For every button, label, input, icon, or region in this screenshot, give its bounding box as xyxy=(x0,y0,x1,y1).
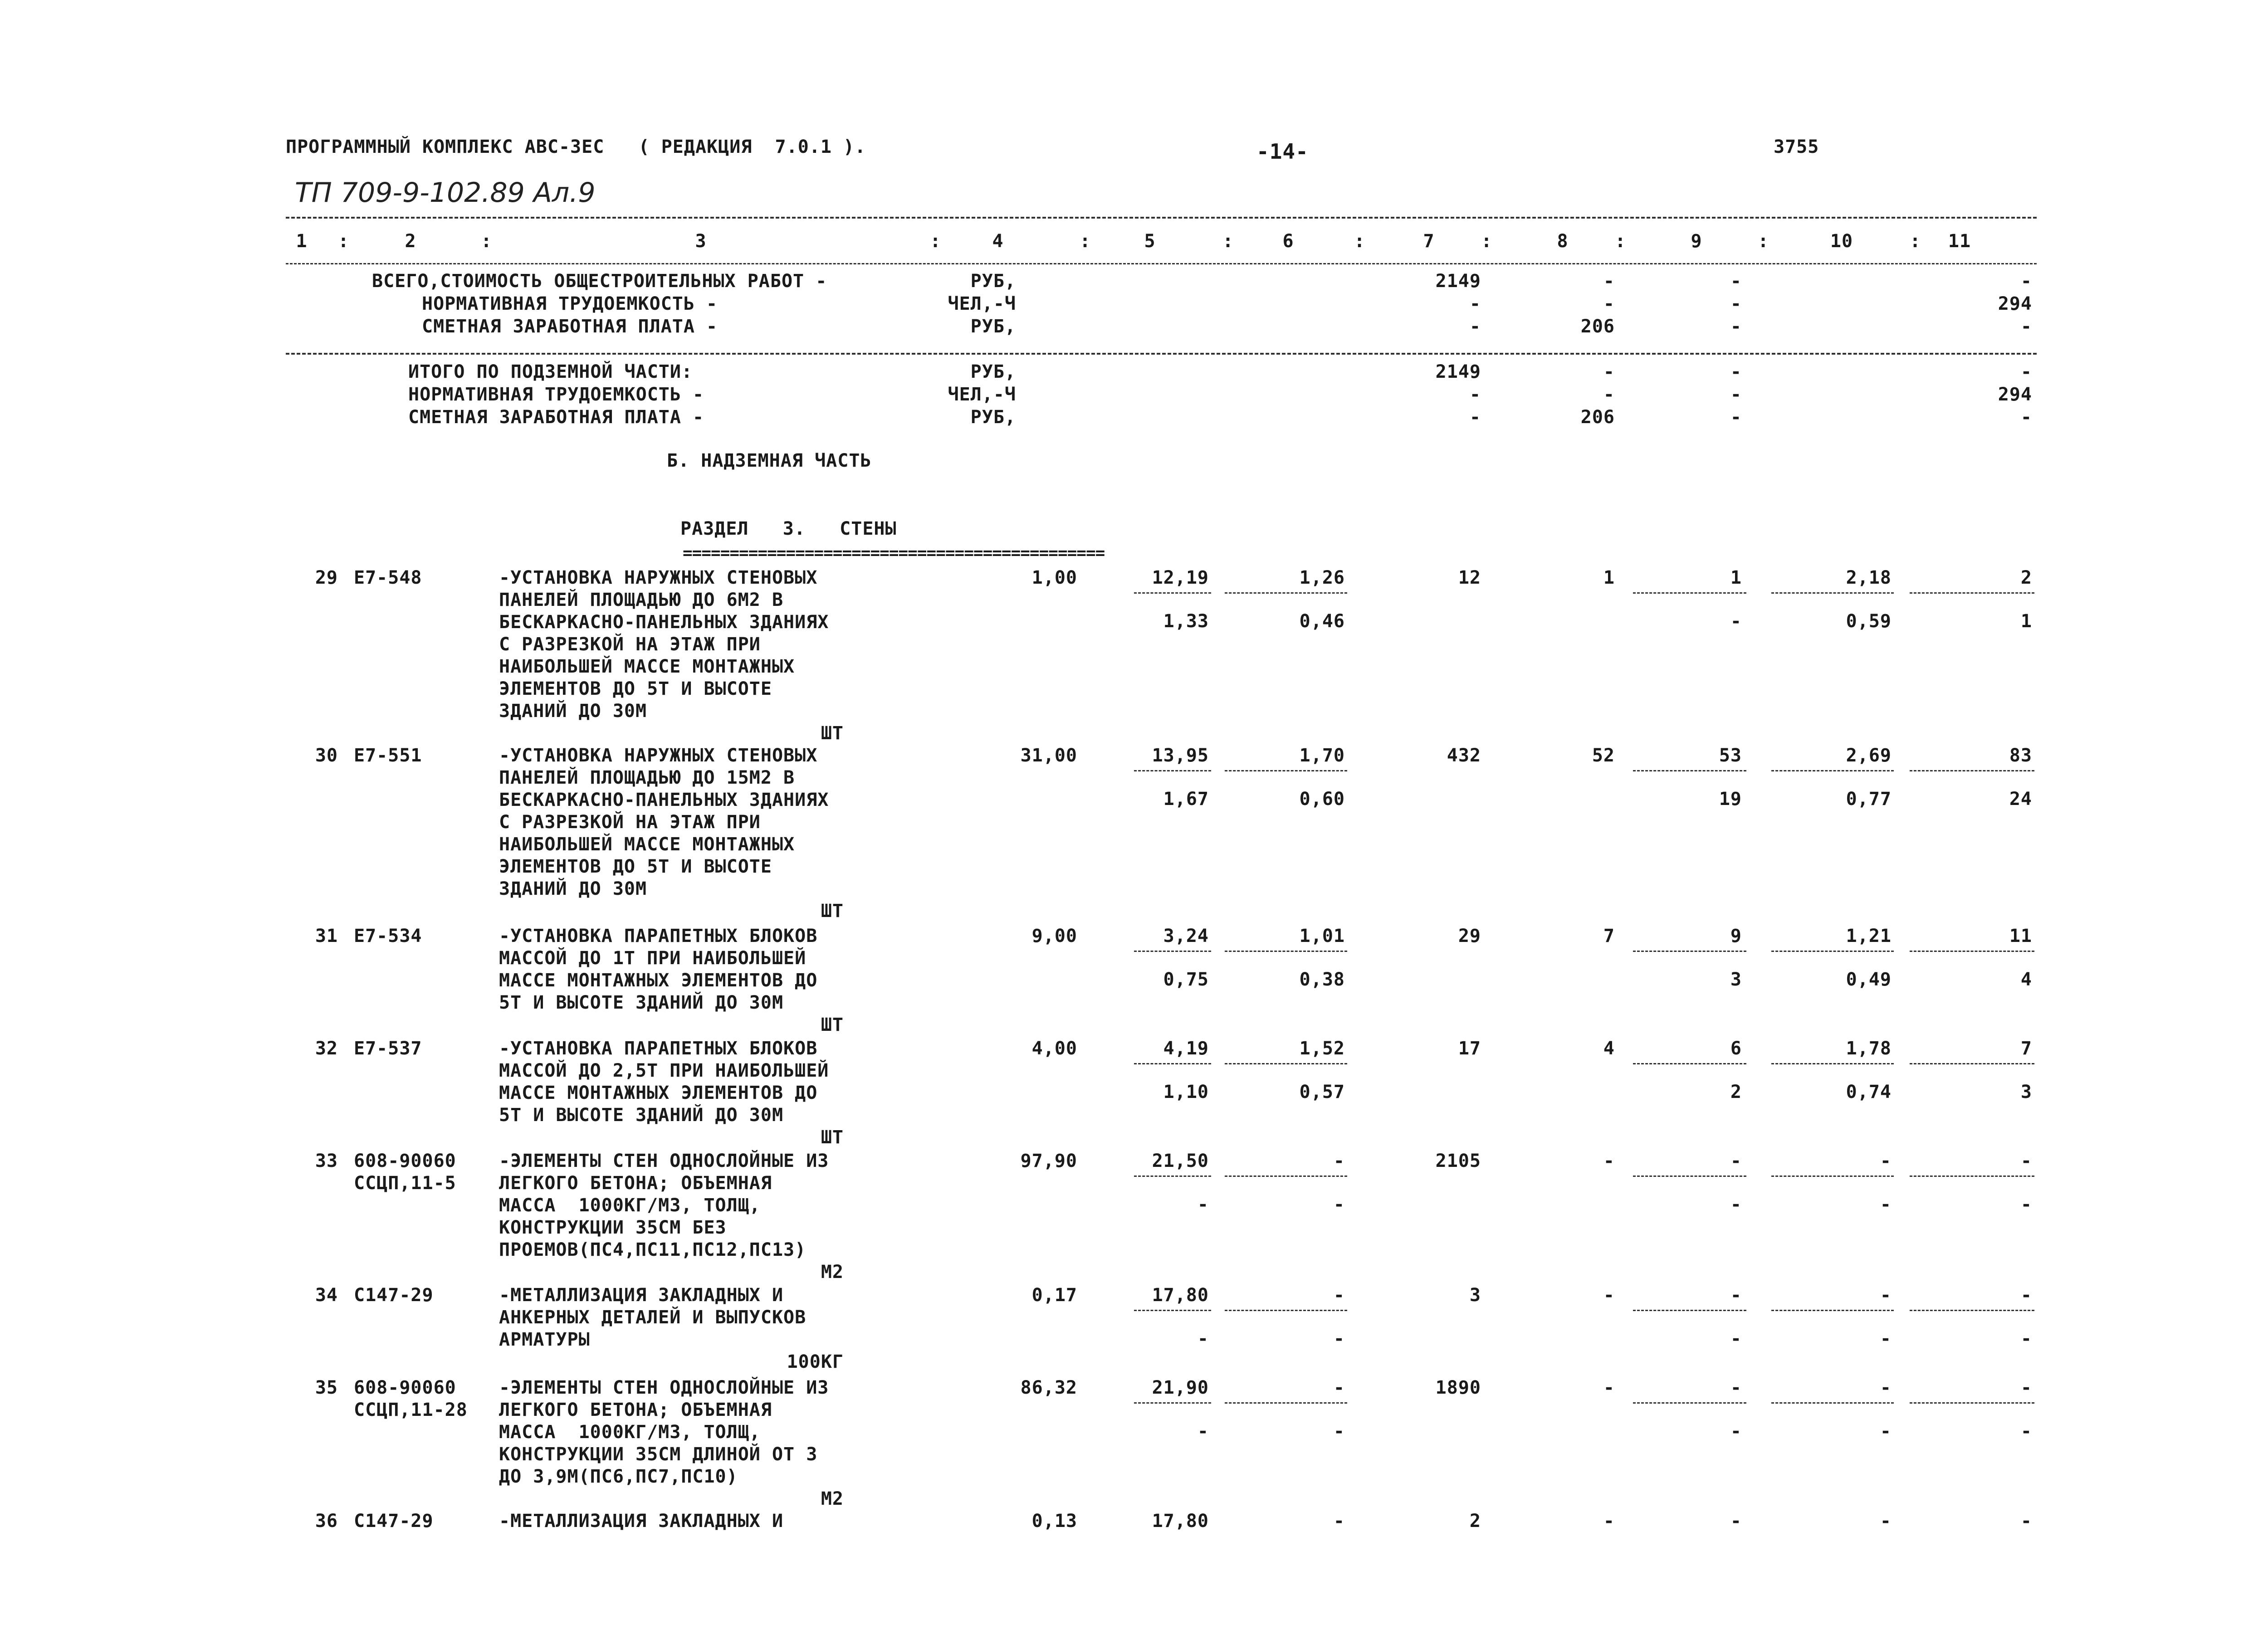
col6-unit-cost: - xyxy=(1333,1377,1345,1398)
fraction-line xyxy=(1910,951,2034,952)
col11-value: - xyxy=(2020,1377,2032,1398)
item-code: Е7-551 xyxy=(354,745,422,766)
col10-lower: - xyxy=(1880,1328,1892,1349)
summary-unit: РУБ, xyxy=(970,316,1016,337)
col9-value: 1 xyxy=(1730,567,1742,588)
col10-value: 2,18 xyxy=(1846,567,1892,588)
item-number: 33 xyxy=(315,1151,338,1171)
col11-lower: 4 xyxy=(2020,969,2032,990)
col9-lower: - xyxy=(1730,1328,1742,1349)
page-number: -14- xyxy=(1256,139,1309,164)
fraction-line xyxy=(1225,592,1347,594)
column-separator: : xyxy=(1481,231,1493,252)
col5-lower: - xyxy=(1197,1328,1209,1349)
summary-label: ИТОГО ПО ПОДЗЕМНОЙ ЧАСТИ: xyxy=(408,361,693,382)
col4-quantity: 0,13 xyxy=(1031,1511,1077,1532)
summary-unit: ЧЕЛ,-Ч xyxy=(948,384,1016,405)
fraction-line xyxy=(1633,951,1746,952)
col6-lower: - xyxy=(1333,1421,1345,1442)
summary-col11: - xyxy=(2020,407,2032,428)
column-header-6: 6 xyxy=(1282,231,1294,252)
fraction-line xyxy=(1134,592,1211,594)
col11-value: - xyxy=(2020,1511,2032,1532)
item-description-line: 5Т И ВЫСОТЕ ЗДАНИЙ ДО 30М xyxy=(499,992,784,1013)
col4-quantity: 86,32 xyxy=(1020,1377,1077,1398)
fraction-line xyxy=(1225,1176,1347,1177)
col10-lower: - xyxy=(1880,1421,1892,1442)
fraction-line xyxy=(1771,770,1894,771)
column-header-2: 2 xyxy=(405,231,416,252)
fraction-line xyxy=(1910,1310,2034,1311)
col8-total: - xyxy=(1603,1285,1615,1306)
col4-quantity: 97,90 xyxy=(1020,1151,1077,1171)
item-description-line: ПАНЕЛЕЙ ПЛОЩАДЬЮ ДО 6М2 В xyxy=(499,590,784,610)
col11-value: 7 xyxy=(2020,1038,2032,1059)
column-header-8: 8 xyxy=(1557,231,1569,252)
fraction-line xyxy=(1134,1310,1211,1311)
item-description-line: МАССЕ МОНТАЖНЫХ ЭЛЕМЕНТОВ ДО xyxy=(499,1083,818,1103)
fraction-line xyxy=(1134,951,1211,952)
fraction-line xyxy=(1910,770,2034,771)
col10-lower: 0,49 xyxy=(1846,969,1892,990)
item-code: Е7-548 xyxy=(354,567,422,588)
col7-total: 2105 xyxy=(1435,1151,1481,1171)
part-title: Б. НАДЗЕМНАЯ ЧАСТЬ xyxy=(667,450,872,471)
col10-value: - xyxy=(1880,1511,1892,1532)
fraction-line xyxy=(1633,1176,1746,1177)
col11-lower: 24 xyxy=(2009,789,2032,810)
item-unit: М2 xyxy=(821,1262,844,1283)
column-separator: : xyxy=(1758,231,1769,252)
column-header-4: 4 xyxy=(992,231,1004,252)
item-unit: ШТ xyxy=(821,901,844,922)
item-code: ССЦП,11-28 xyxy=(354,1400,468,1420)
col9-lower: - xyxy=(1730,1421,1742,1442)
fraction-line xyxy=(1225,1310,1347,1311)
col6-lower: - xyxy=(1333,1194,1345,1215)
col9-lower: 2 xyxy=(1730,1082,1742,1102)
col6-lower: - xyxy=(1333,1328,1345,1349)
col5-unit-cost: 17,80 xyxy=(1152,1285,1209,1306)
summary-col11: 294 xyxy=(1998,384,2032,405)
fraction-line xyxy=(1910,592,2034,594)
col4-quantity: 0,17 xyxy=(1031,1285,1077,1306)
col7-total: 1890 xyxy=(1435,1377,1481,1398)
column-separator: : xyxy=(338,231,350,252)
col6-lower: 0,46 xyxy=(1299,611,1345,632)
col10-value: - xyxy=(1880,1377,1892,1398)
summary-col11: - xyxy=(2020,316,2032,337)
col5-unit-cost: 4,19 xyxy=(1163,1038,1209,1059)
col11-value: - xyxy=(2020,1285,2032,1306)
program-title: ПРОГРАММНЫЙ КОМПЛЕКС АВС-ЗЕС ( РЕДАКЦИЯ 7.0.1 ). xyxy=(286,137,866,157)
item-description-line: ЗДАНИЙ ДО 30М xyxy=(499,878,647,899)
item-code: 608-90060 xyxy=(354,1377,456,1398)
col7-total: 2 xyxy=(1469,1511,1481,1532)
item-description-line: БЕСКАРКАСНО-ПАНЕЛЬНЫХ ЗДАНИЯХ xyxy=(499,790,829,810)
item-description-line: АНКЕРНЫХ ДЕТАЛЕЙ И ВЫПУСКОВ xyxy=(499,1307,807,1328)
col4-quantity: 1,00 xyxy=(1031,567,1077,588)
fraction-line xyxy=(1225,951,1347,952)
col9-lower: 19 xyxy=(1719,789,1742,810)
col9-value: 6 xyxy=(1730,1038,1742,1059)
col9-value: 9 xyxy=(1730,926,1742,946)
col4-quantity: 4,00 xyxy=(1031,1038,1077,1059)
column-header-3: 3 xyxy=(695,231,707,252)
item-number: 31 xyxy=(315,926,338,946)
col6-unit-cost: 1,26 xyxy=(1299,567,1345,588)
item-unit: ШТ xyxy=(821,1127,844,1148)
item-description-line: МАССЕ МОНТАЖНЫХ ЭЛЕМЕНТОВ ДО xyxy=(499,970,818,991)
col5-unit-cost: 21,50 xyxy=(1152,1151,1209,1171)
summary-separator xyxy=(286,353,2037,355)
fraction-line xyxy=(1134,770,1211,771)
column-separator: : xyxy=(1080,231,1091,252)
summary-unit: РУБ, xyxy=(970,407,1016,428)
fraction-line xyxy=(1771,951,1894,952)
col10-lower: - xyxy=(1880,1194,1892,1215)
item-description-line: ЗДАНИЙ ДО 30М xyxy=(499,701,647,722)
summary-col9: - xyxy=(1730,293,1742,314)
fraction-line xyxy=(1771,1063,1894,1064)
fraction-line xyxy=(1633,1402,1746,1404)
summary-label: СМЕТНАЯ ЗАРАБОТНАЯ ПЛАТА - xyxy=(408,407,704,428)
col7-total: 29 xyxy=(1458,926,1481,946)
fraction-line xyxy=(1633,1310,1746,1311)
summary-col7: - xyxy=(1469,384,1481,405)
fraction-line xyxy=(1225,1063,1347,1064)
col8-total: 7 xyxy=(1603,926,1615,946)
col9-lower: - xyxy=(1730,1194,1742,1215)
item-description-line: -МЕТАЛЛИЗАЦИЯ ЗАКЛАДНЫХ И xyxy=(499,1285,784,1306)
summary-col8: - xyxy=(1603,293,1615,314)
summary-col9: - xyxy=(1730,361,1742,382)
col10-value: 1,21 xyxy=(1846,926,1892,946)
column-separator: : xyxy=(1910,231,1921,252)
summary-col9: - xyxy=(1730,316,1742,337)
item-description-line: БЕСКАРКАСНО-ПАНЕЛЬНЫХ ЗДАНИЯХ xyxy=(499,612,829,633)
col5-lower: 1,33 xyxy=(1163,611,1209,632)
item-description-line: ДО 3,9М(ПС6,ПС7,ПС10) xyxy=(499,1466,738,1487)
fraction-line xyxy=(1225,1402,1347,1404)
col9-lower: - xyxy=(1730,611,1742,632)
fraction-line xyxy=(1134,1063,1211,1064)
fraction-line xyxy=(1910,1402,2034,1404)
summary-col7: 2149 xyxy=(1435,361,1481,382)
col10-lower: 0,77 xyxy=(1846,789,1892,810)
item-unit: ШТ xyxy=(821,723,844,744)
item-description-line: С РАЗРЕЗКОЙ НА ЭТАЖ ПРИ xyxy=(499,812,761,833)
col11-value: 83 xyxy=(2009,745,2032,766)
summary-label: СМЕТНАЯ ЗАРАБОТНАЯ ПЛАТА - xyxy=(422,316,718,337)
item-description-line: -УСТАНОВКА НАРУЖНЫХ СТЕНОВЫХ xyxy=(499,567,818,588)
column-separator: : xyxy=(930,231,942,252)
item-code: С147-29 xyxy=(354,1511,434,1532)
column-header-10: 10 xyxy=(1830,231,1853,252)
col5-unit-cost: 17,80 xyxy=(1152,1511,1209,1532)
summary-col7: - xyxy=(1469,316,1481,337)
section-title: РАЗДЕЛ 3. СТЕНЫ xyxy=(680,518,897,539)
col5-lower: - xyxy=(1197,1194,1209,1215)
item-unit: М2 xyxy=(821,1488,844,1509)
item-number: 32 xyxy=(315,1038,338,1059)
col5-lower: 0,75 xyxy=(1163,969,1209,990)
col10-value: - xyxy=(1880,1285,1892,1306)
summary-label: НОРМАТИВНАЯ ТРУДОЕМКОСТЬ - xyxy=(422,293,718,314)
item-description-line: -МЕТАЛЛИЗАЦИЯ ЗАКЛАДНЫХ И xyxy=(499,1511,784,1532)
summary-col11: - xyxy=(2020,361,2032,382)
col11-lower: - xyxy=(2020,1421,2032,1442)
item-code: Е7-537 xyxy=(354,1038,422,1059)
col6-unit-cost: - xyxy=(1333,1511,1345,1532)
column-separator: : xyxy=(481,231,493,252)
column-header-11: 11 xyxy=(1948,231,1971,252)
item-code: С147-29 xyxy=(354,1285,434,1306)
col5-unit-cost: 3,24 xyxy=(1163,926,1209,946)
fraction-line xyxy=(1225,770,1347,771)
col7-total: 12 xyxy=(1458,567,1481,588)
fraction-line xyxy=(1633,770,1746,771)
col5-lower: 1,67 xyxy=(1163,789,1209,810)
column-separator: : xyxy=(1354,231,1366,252)
col6-lower: 0,57 xyxy=(1299,1082,1345,1102)
col11-value: 2 xyxy=(2020,567,2032,588)
summary-unit: РУБ, xyxy=(970,361,1016,382)
item-description-line: ПАНЕЛЕЙ ПЛОЩАДЬЮ ДО 15М2 В xyxy=(499,767,795,788)
summary-label: ВСЕГО,СТОИМОСТЬ ОБЩЕСТРОИТЕЛЬНЫХ РАБОТ - xyxy=(372,271,827,292)
summary-col9: - xyxy=(1730,384,1742,405)
fraction-line xyxy=(1633,1063,1746,1064)
item-number: 36 xyxy=(315,1511,338,1532)
item-description-line: -УСТАНОВКА НАРУЖНЫХ СТЕНОВЫХ xyxy=(499,745,818,766)
col6-unit-cost: - xyxy=(1333,1285,1345,1306)
col9-value: - xyxy=(1730,1511,1742,1532)
col5-unit-cost: 12,19 xyxy=(1152,567,1209,588)
col9-value: - xyxy=(1730,1377,1742,1398)
col6-unit-cost: - xyxy=(1333,1151,1345,1171)
item-unit: ШТ xyxy=(821,1015,844,1035)
col5-unit-cost: 21,90 xyxy=(1152,1377,1209,1398)
col4-quantity: 9,00 xyxy=(1031,926,1077,946)
summary-col7: - xyxy=(1469,293,1481,314)
summary-col8: - xyxy=(1603,384,1615,405)
fraction-line xyxy=(1771,1176,1894,1177)
item-description-line: ПРОЕМОВ(ПС4,ПС11,ПС12,ПС13) xyxy=(499,1239,807,1260)
col8-total: 4 xyxy=(1603,1038,1615,1059)
item-description-line: АРМАТУРЫ xyxy=(499,1329,590,1350)
summary-col9: - xyxy=(1730,271,1742,292)
item-description-line: КОНСТРУКЦИИ 35СМ БЕЗ xyxy=(499,1217,727,1238)
col10-lower: 0,74 xyxy=(1846,1082,1892,1102)
col8-total: - xyxy=(1603,1151,1615,1171)
item-unit: 100КГ xyxy=(787,1351,844,1372)
section-rule: ============================================= xyxy=(683,544,1105,562)
col9-value: - xyxy=(1730,1285,1742,1306)
column-separator: : xyxy=(1222,231,1234,252)
col8-total: - xyxy=(1603,1511,1615,1532)
col10-lower: 0,59 xyxy=(1846,611,1892,632)
item-description-line: КОНСТРУКЦИИ 35СМ ДЛИНОЙ ОТ 3 xyxy=(499,1444,818,1465)
col11-lower: 3 xyxy=(2020,1082,2032,1102)
item-description-line: -УСТАНОВКА ПАРАПЕТНЫХ БЛОКОВ xyxy=(499,926,818,946)
item-description-line: ЭЛЕМЕНТОВ ДО 5Т И ВЫСОТЕ xyxy=(499,856,772,877)
item-description-line: -ЭЛЕМЕНТЫ СТЕН ОДНОСЛОЙНЫЕ ИЗ xyxy=(499,1151,829,1171)
handwritten-reference: ТП 709-9-102.89 Ал.9 xyxy=(295,177,596,209)
item-description-line: МАССА 1000КГ/М3, ТОЛЩ, xyxy=(499,1195,761,1216)
item-description-line: -УСТАНОВКА ПАРАПЕТНЫХ БЛОКОВ xyxy=(499,1038,818,1059)
header-rule-top xyxy=(286,217,2037,219)
fraction-line xyxy=(1771,592,1894,594)
summary-col11: - xyxy=(2020,271,2032,292)
col6-unit-cost: 1,01 xyxy=(1299,926,1345,946)
column-separator: : xyxy=(1615,231,1627,252)
summary-col8: 206 xyxy=(1580,316,1615,337)
item-description-line: НАИБОЛЬШЕЙ МАССЕ МОНТАЖНЫХ xyxy=(499,656,795,677)
summary-unit: ЧЕЛ,-Ч xyxy=(948,293,1016,314)
col9-value: - xyxy=(1730,1151,1742,1171)
col11-value: - xyxy=(2020,1151,2032,1171)
column-header-5: 5 xyxy=(1144,231,1156,252)
column-header-1: 1 xyxy=(296,231,308,252)
summary-col9: - xyxy=(1730,407,1742,428)
col6-unit-cost: 1,52 xyxy=(1299,1038,1345,1059)
item-code: Е7-534 xyxy=(354,926,422,946)
col8-total: 1 xyxy=(1603,567,1615,588)
item-description-line: МАССОЙ ДО 1Т ПРИ НАИБОЛЬШЕЙ xyxy=(499,948,807,969)
item-number: 35 xyxy=(315,1377,338,1398)
fraction-line xyxy=(1134,1402,1211,1404)
col11-lower: - xyxy=(2020,1328,2032,1349)
item-description-line: 5Т И ВЫСОТЕ ЗДАНИЙ ДО 30М xyxy=(499,1105,784,1126)
col11-value: 11 xyxy=(2009,926,2032,946)
fraction-line xyxy=(1771,1402,1894,1404)
col11-lower: - xyxy=(2020,1194,2032,1215)
column-header-9: 9 xyxy=(1691,231,1702,252)
col10-value: - xyxy=(1880,1151,1892,1171)
header-rule-bottom xyxy=(286,263,2037,264)
col5-lower: - xyxy=(1197,1421,1209,1442)
item-code: 608-90060 xyxy=(354,1151,456,1171)
col5-unit-cost: 13,95 xyxy=(1152,745,1209,766)
col8-total: 52 xyxy=(1592,745,1615,766)
summary-label: НОРМАТИВНАЯ ТРУДОЕМКОСТЬ - xyxy=(408,384,704,405)
fraction-line xyxy=(1633,592,1746,594)
fraction-line xyxy=(1910,1176,2034,1177)
col7-total: 3 xyxy=(1469,1285,1481,1306)
item-description-line: -ЭЛЕМЕНТЫ СТЕН ОДНОСЛОЙНЫЕ ИЗ xyxy=(499,1377,829,1398)
summary-unit: РУБ, xyxy=(970,271,1016,292)
col6-unit-cost: 1,70 xyxy=(1299,745,1345,766)
col7-total: 17 xyxy=(1458,1038,1481,1059)
col6-lower: 0,38 xyxy=(1299,969,1345,990)
item-description-line: МАССА 1000КГ/М3, ТОЛЩ, xyxy=(499,1422,761,1443)
item-number: 29 xyxy=(315,567,338,588)
column-header-7: 7 xyxy=(1423,231,1435,252)
fraction-line xyxy=(1910,1063,2034,1064)
col6-lower: 0,60 xyxy=(1299,789,1345,810)
col10-value: 1,78 xyxy=(1846,1038,1892,1059)
summary-col8: - xyxy=(1603,361,1615,382)
item-number: 34 xyxy=(315,1285,338,1306)
col10-value: 2,69 xyxy=(1846,745,1892,766)
col9-value: 53 xyxy=(1719,745,1742,766)
fraction-line xyxy=(1134,1176,1211,1177)
summary-col7: 2149 xyxy=(1435,271,1481,292)
summary-col8: - xyxy=(1603,271,1615,292)
item-description-line: ЭЛЕМЕНТОВ ДО 5Т И ВЫСОТЕ xyxy=(499,678,772,699)
col4-quantity: 31,00 xyxy=(1020,745,1077,766)
item-description-line: С РАЗРЕЗКОЙ НА ЭТАЖ ПРИ xyxy=(499,634,761,655)
col11-lower: 1 xyxy=(2020,611,2032,632)
col7-total: 432 xyxy=(1447,745,1481,766)
item-description-line: ЛЕГКОГО БЕТОНА; ОБЪЕМНАЯ xyxy=(499,1173,772,1194)
item-description-line: НАИБОЛЬШЕЙ МАССЕ МОНТАЖНЫХ xyxy=(499,834,795,855)
summary-col7: - xyxy=(1469,407,1481,428)
item-description-line: ЛЕГКОГО БЕТОНА; ОБЪЕМНАЯ xyxy=(499,1400,772,1420)
col9-lower: 3 xyxy=(1730,969,1742,990)
summary-col8: 206 xyxy=(1580,407,1615,428)
document-code: 3755 xyxy=(1774,137,1819,157)
fraction-line xyxy=(1771,1310,1894,1311)
item-number: 30 xyxy=(315,745,338,766)
summary-col11: 294 xyxy=(1998,293,2032,314)
item-description-line: МАССОЙ ДО 2,5Т ПРИ НАИБОЛЬШЕЙ xyxy=(499,1060,829,1081)
col5-lower: 1,10 xyxy=(1163,1082,1209,1102)
item-code: ССЦП,11-5 xyxy=(354,1173,456,1194)
col8-total: - xyxy=(1603,1377,1615,1398)
